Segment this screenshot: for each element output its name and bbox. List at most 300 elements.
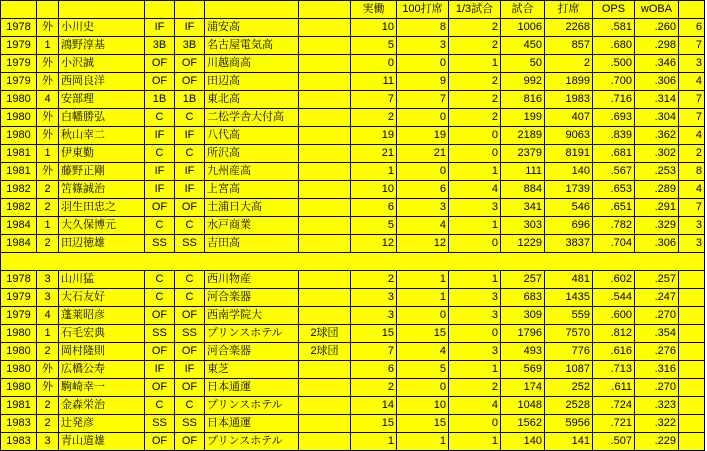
table-row[interactable] — [1, 127, 705, 145]
cell-org — [299, 91, 351, 109]
cell-org — [299, 73, 351, 91]
cell-round: 1 — [37, 37, 59, 55]
cell-tail: 7 — [679, 109, 705, 127]
cell-woba: .253 — [635, 163, 679, 181]
cell-jitsu: 5 — [351, 217, 397, 235]
cell-round: 2 — [37, 343, 59, 361]
cell-woba: .257 — [635, 271, 679, 289]
cell-team: 八代高 — [205, 127, 299, 145]
cell-pos1: C — [145, 109, 175, 127]
cell-third: 3 — [449, 307, 501, 325]
cell-jitsu: 7 — [351, 91, 397, 109]
cell-woba: .323 — [635, 397, 679, 415]
cell-team: 東芝 — [205, 361, 299, 379]
cell-pos1: SS — [145, 235, 175, 253]
cell-ops: .611 — [593, 379, 635, 397]
cell-round: 外 — [37, 163, 59, 181]
cell-woba: .306 — [635, 235, 679, 253]
cell-pos1: C — [145, 145, 175, 163]
table-row[interactable] — [1, 379, 705, 397]
cell-org — [299, 163, 351, 181]
cell-team: 日本通運 — [205, 415, 299, 433]
cell-woba: .291 — [635, 199, 679, 217]
header-spacer-cell — [299, 1, 351, 19]
cell-woba: .354 — [635, 325, 679, 343]
cell-pos1: OF — [145, 199, 175, 217]
cell-ops: .680 — [593, 37, 635, 55]
cell-pos1: OF — [145, 73, 175, 91]
cell-shiai: 1006 — [501, 19, 545, 37]
cell-hun100: 0 — [397, 379, 449, 397]
cell-daseki: 3837 — [545, 235, 593, 253]
cell-daseki: 2 — [545, 55, 593, 73]
cell-daseki: 9063 — [545, 127, 593, 145]
cell-pos1: OF — [145, 307, 175, 325]
cell-org — [299, 235, 351, 253]
cell-name: 金森栄治 — [59, 397, 145, 415]
cell-jitsu: 10 — [351, 19, 397, 37]
cell-ops: .544 — [593, 289, 635, 307]
cell-tail: 6 — [679, 19, 705, 37]
table-row[interactable] — [1, 271, 705, 289]
cell-tail — [679, 397, 705, 415]
table-row[interactable] — [1, 19, 705, 37]
cell-jitsu: 1 — [351, 163, 397, 181]
cell-tail — [679, 343, 705, 361]
cell-pos2: IF — [175, 163, 205, 181]
cell-tail — [679, 433, 705, 451]
cell-year: 1982 — [1, 181, 37, 199]
cell-pos2: C — [175, 271, 205, 289]
cell-shiai: 50 — [501, 55, 545, 73]
cell-jitsu: 7 — [351, 343, 397, 361]
cell-pos2: IF — [175, 19, 205, 37]
cell-shiai: 884 — [501, 181, 545, 199]
cell-daseki: 8191 — [545, 145, 593, 163]
cell-team: 浦安高 — [205, 19, 299, 37]
cell-pos2: IF — [175, 181, 205, 199]
cell-third: 0 — [449, 235, 501, 253]
cell-third: 2 — [449, 73, 501, 91]
group-separator-cell — [1, 253, 705, 271]
cell-team: プリンスホテル — [205, 325, 299, 343]
cell-ops: .500 — [593, 55, 635, 73]
cell-pos2: SS — [175, 235, 205, 253]
cell-third: 4 — [449, 397, 501, 415]
cell-team: 河合楽器 — [205, 289, 299, 307]
table-row[interactable] — [1, 433, 705, 451]
cell-woba: .362 — [635, 127, 679, 145]
cell-year: 1979 — [1, 55, 37, 73]
header-spacer-cell — [37, 1, 59, 19]
cell-name: 小沢誠 — [59, 55, 145, 73]
cell-year: 1982 — [1, 199, 37, 217]
cell-org — [299, 379, 351, 397]
cell-ops: .839 — [593, 127, 635, 145]
cell-org — [299, 397, 351, 415]
column-header: 打席 — [545, 1, 593, 19]
cell-ops: .716 — [593, 91, 635, 109]
cell-third: 2 — [449, 37, 501, 55]
cell-shiai: 303 — [501, 217, 545, 235]
cell-tail — [679, 271, 705, 289]
cell-team: 川越商高 — [205, 55, 299, 73]
cell-team: プリンスホテル — [205, 433, 299, 451]
cell-name: 広橋公寿 — [59, 361, 145, 379]
cell-third: 1 — [449, 163, 501, 181]
cell-pos1: IF — [145, 163, 175, 181]
cell-name: 青山道雄 — [59, 433, 145, 451]
cell-pos1: 3B — [145, 37, 175, 55]
column-header: 試合 — [501, 1, 545, 19]
cell-tail: 7 — [679, 37, 705, 55]
table-row[interactable] — [1, 109, 705, 127]
cell-year: 1984 — [1, 235, 37, 253]
cell-hun100: 1 — [397, 289, 449, 307]
cell-shiai: 257 — [501, 271, 545, 289]
cell-pos2: C — [175, 289, 205, 307]
cell-year: 1980 — [1, 109, 37, 127]
cell-third: 3 — [449, 199, 501, 217]
cell-woba: .229 — [635, 433, 679, 451]
cell-team: 田辺高 — [205, 73, 299, 91]
table-row[interactable] — [1, 145, 705, 163]
cell-org: 2球団 — [299, 325, 351, 343]
cell-woba: .302 — [635, 145, 679, 163]
cell-jitsu: 12 — [351, 235, 397, 253]
cell-pos2: SS — [175, 325, 205, 343]
cell-shiai: 1048 — [501, 397, 545, 415]
cell-team: 日本通運 — [205, 379, 299, 397]
cell-daseki: 141 — [545, 433, 593, 451]
cell-daseki: 776 — [545, 343, 593, 361]
cell-shiai: 992 — [501, 73, 545, 91]
cell-ops: .812 — [593, 325, 635, 343]
cell-round: 4 — [37, 307, 59, 325]
cell-ops: .693 — [593, 109, 635, 127]
table-row[interactable] — [1, 91, 705, 109]
cell-hun100: 4 — [397, 343, 449, 361]
column-header: 1/3試合 — [449, 1, 501, 19]
cell-pos1: 1B — [145, 91, 175, 109]
cell-daseki: 1087 — [545, 361, 593, 379]
cell-third: 0 — [449, 127, 501, 145]
cell-tail — [679, 379, 705, 397]
cell-tail — [679, 307, 705, 325]
cell-pos1: C — [145, 289, 175, 307]
cell-daseki: 140 — [545, 163, 593, 181]
cell-woba: .316 — [635, 361, 679, 379]
cell-name: 田辺徳雄 — [59, 235, 145, 253]
cell-ops: .704 — [593, 235, 635, 253]
cell-year: 1983 — [1, 415, 37, 433]
cell-team: 上宮高 — [205, 181, 299, 199]
cell-pos1: OF — [145, 433, 175, 451]
cell-round: 外 — [37, 73, 59, 91]
cell-shiai: 450 — [501, 37, 545, 55]
cell-jitsu: 19 — [351, 127, 397, 145]
cell-pos2: OF — [175, 73, 205, 91]
cell-org — [299, 37, 351, 55]
cell-pos1: C — [145, 397, 175, 415]
cell-org — [299, 19, 351, 37]
cell-pos2: C — [175, 109, 205, 127]
cell-daseki: 1983 — [545, 91, 593, 109]
cell-tail: 7 — [679, 91, 705, 109]
cell-woba: .346 — [635, 55, 679, 73]
cell-name: 石毛宏典 — [59, 325, 145, 343]
cell-tail: 4 — [679, 73, 705, 91]
cell-tail: 8 — [679, 163, 705, 181]
cell-year: 1979 — [1, 73, 37, 91]
cell-pos1: OF — [145, 379, 175, 397]
cell-jitsu: 6 — [351, 361, 397, 379]
table-row[interactable] — [1, 307, 705, 325]
cell-pos1: C — [145, 217, 175, 235]
cell-year: 1978 — [1, 19, 37, 37]
cell-team: 吉田高 — [205, 235, 299, 253]
cell-name: 白幡勝弘 — [59, 109, 145, 127]
cell-pos2: 3B — [175, 37, 205, 55]
cell-third: 3 — [449, 343, 501, 361]
cell-hun100: 0 — [397, 109, 449, 127]
cell-woba: .314 — [635, 91, 679, 109]
cell-third: 3 — [449, 289, 501, 307]
cell-year: 1979 — [1, 307, 37, 325]
cell-woba: .329 — [635, 217, 679, 235]
cell-org — [299, 433, 351, 451]
cell-round: 3 — [37, 271, 59, 289]
cell-name: 大石友好 — [59, 289, 145, 307]
cell-hun100: 5 — [397, 361, 449, 379]
cell-year: 1981 — [1, 163, 37, 181]
cell-ops: .616 — [593, 343, 635, 361]
cell-ops: .721 — [593, 415, 635, 433]
cell-org — [299, 127, 351, 145]
cell-round: 1 — [37, 217, 59, 235]
cell-pos2: OF — [175, 55, 205, 73]
cell-name: 大久保博元 — [59, 217, 145, 235]
cell-team: 所沢高 — [205, 145, 299, 163]
cell-ops: .507 — [593, 433, 635, 451]
cell-shiai: 1229 — [501, 235, 545, 253]
cell-daseki: 559 — [545, 307, 593, 325]
cell-team: プリンスホテル — [205, 397, 299, 415]
cell-tail: 2 — [679, 145, 705, 163]
cell-tail: 3 — [679, 217, 705, 235]
cell-ops: .567 — [593, 163, 635, 181]
cell-daseki: 5956 — [545, 415, 593, 433]
cell-pos2: SS — [175, 415, 205, 433]
table-row[interactable] — [1, 343, 705, 361]
cell-shiai: 111 — [501, 163, 545, 181]
cell-name: 駒崎幸一 — [59, 379, 145, 397]
cell-tail: 3 — [679, 235, 705, 253]
table-row[interactable] — [1, 73, 705, 91]
column-header: 実働 — [351, 1, 397, 19]
cell-daseki: 2528 — [545, 397, 593, 415]
cell-jitsu: 2 — [351, 379, 397, 397]
cell-ops: .782 — [593, 217, 635, 235]
cell-hun100: 3 — [397, 37, 449, 55]
group-separator — [1, 253, 705, 271]
cell-daseki: 252 — [545, 379, 593, 397]
cell-third: 1 — [449, 433, 501, 451]
table-row[interactable] — [1, 289, 705, 307]
cell-name: 小川史 — [59, 19, 145, 37]
cell-hun100: 15 — [397, 325, 449, 343]
cell-year: 1980 — [1, 325, 37, 343]
cell-third: 1 — [449, 55, 501, 73]
cell-tail — [679, 289, 705, 307]
cell-ops: .581 — [593, 19, 635, 37]
cell-jitsu: 10 — [351, 181, 397, 199]
cell-hun100: 1 — [397, 433, 449, 451]
header-spacer-cell — [205, 1, 299, 19]
cell-tail — [679, 361, 705, 379]
table-row[interactable] — [1, 163, 705, 181]
cell-year: 1983 — [1, 433, 37, 451]
cell-third: 2 — [449, 19, 501, 37]
cell-year: 1980 — [1, 127, 37, 145]
cell-round: 3 — [37, 289, 59, 307]
cell-daseki: 2268 — [545, 19, 593, 37]
cell-hun100: 12 — [397, 235, 449, 253]
cell-round: 1 — [37, 145, 59, 163]
cell-woba: .322 — [635, 415, 679, 433]
cell-year: 1981 — [1, 145, 37, 163]
cell-name: 秋山幸二 — [59, 127, 145, 145]
table-row[interactable] — [1, 199, 705, 217]
cell-tail — [679, 415, 705, 433]
cell-name: 山川猛 — [59, 271, 145, 289]
cell-hun100: 4 — [397, 217, 449, 235]
table-row[interactable] — [1, 361, 705, 379]
cell-woba: .247 — [635, 289, 679, 307]
cell-ops: .600 — [593, 307, 635, 325]
cell-shiai: 309 — [501, 307, 545, 325]
cell-third: 0 — [449, 415, 501, 433]
cell-ops: .724 — [593, 397, 635, 415]
cell-jitsu: 3 — [351, 289, 397, 307]
cell-jitsu: 2 — [351, 109, 397, 127]
table-row[interactable] — [1, 55, 705, 73]
cell-hun100: 15 — [397, 415, 449, 433]
cell-round: 3 — [37, 433, 59, 451]
cell-hun100: 1 — [397, 271, 449, 289]
table-row[interactable] — [1, 325, 705, 343]
cell-daseki: 857 — [545, 37, 593, 55]
cell-pos2: OF — [175, 433, 205, 451]
cell-jitsu: 0 — [351, 55, 397, 73]
cell-org — [299, 415, 351, 433]
table-row[interactable] — [1, 217, 705, 235]
cell-jitsu: 1 — [351, 433, 397, 451]
header-spacer-cell — [145, 1, 175, 19]
cell-tail — [679, 325, 705, 343]
cell-shiai: 1796 — [501, 325, 545, 343]
cell-ops: .700 — [593, 73, 635, 91]
cell-pos2: C — [175, 145, 205, 163]
cell-round: 外 — [37, 55, 59, 73]
cell-shiai: 493 — [501, 343, 545, 361]
cell-shiai: 816 — [501, 91, 545, 109]
table-body — [1, 1, 705, 451]
cell-org — [299, 289, 351, 307]
cell-shiai: 140 — [501, 433, 545, 451]
cell-name: 羽生田忠之 — [59, 199, 145, 217]
table-header-row — [1, 1, 705, 19]
cell-woba: .298 — [635, 37, 679, 55]
cell-daseki: 407 — [545, 109, 593, 127]
cell-pos2: C — [175, 217, 205, 235]
cell-jitsu: 5 — [351, 37, 397, 55]
table-row[interactable] — [1, 37, 705, 55]
cell-jitsu: 2 — [351, 271, 397, 289]
cell-pos2: OF — [175, 379, 205, 397]
header-spacer-cell — [1, 1, 37, 19]
cell-shiai: 683 — [501, 289, 545, 307]
cell-shiai: 2379 — [501, 145, 545, 163]
cell-jitsu: 11 — [351, 73, 397, 91]
cell-daseki: 696 — [545, 217, 593, 235]
cell-third: 1 — [449, 217, 501, 235]
cell-shiai: 2189 — [501, 127, 545, 145]
cell-year: 1981 — [1, 397, 37, 415]
table-row[interactable] — [1, 235, 705, 253]
table-row[interactable] — [1, 397, 705, 415]
cell-year: 1984 — [1, 217, 37, 235]
cell-daseki: 481 — [545, 271, 593, 289]
cell-ops: .653 — [593, 181, 635, 199]
cell-round: 外 — [37, 109, 59, 127]
cell-pos1: OF — [145, 343, 175, 361]
cell-shiai: 174 — [501, 379, 545, 397]
cell-pos1: SS — [145, 415, 175, 433]
cell-third: 4 — [449, 181, 501, 199]
cell-woba: .289 — [635, 181, 679, 199]
cell-jitsu: 15 — [351, 415, 397, 433]
cell-team: 二松学舎大付高 — [205, 109, 299, 127]
column-header: wOBA — [635, 1, 679, 19]
cell-third: 1 — [449, 271, 501, 289]
cell-pos2: IF — [175, 361, 205, 379]
table-row[interactable] — [1, 415, 705, 433]
cell-daseki: 546 — [545, 199, 593, 217]
cell-year: 1978 — [1, 271, 37, 289]
column-header: 100打席 — [397, 1, 449, 19]
cell-year: 1979 — [1, 37, 37, 55]
cell-year: 1980 — [1, 379, 37, 397]
cell-org — [299, 55, 351, 73]
cell-tail: 7 — [679, 199, 705, 217]
table-row[interactable] — [1, 181, 705, 199]
cell-pos2: OF — [175, 343, 205, 361]
cell-woba: .276 — [635, 343, 679, 361]
cell-daseki: 1435 — [545, 289, 593, 307]
cell-hun100: 19 — [397, 127, 449, 145]
cell-round: 2 — [37, 181, 59, 199]
cell-round: 4 — [37, 91, 59, 109]
cell-hun100: 8 — [397, 19, 449, 37]
cell-team: 九州産高 — [205, 163, 299, 181]
cell-hun100: 0 — [397, 55, 449, 73]
cell-pos1: IF — [145, 19, 175, 37]
cell-tail: 4 — [679, 181, 705, 199]
cell-org: 2球団 — [299, 343, 351, 361]
header-spacer-cell — [59, 1, 145, 19]
cell-name: 鴻野淳基 — [59, 37, 145, 55]
